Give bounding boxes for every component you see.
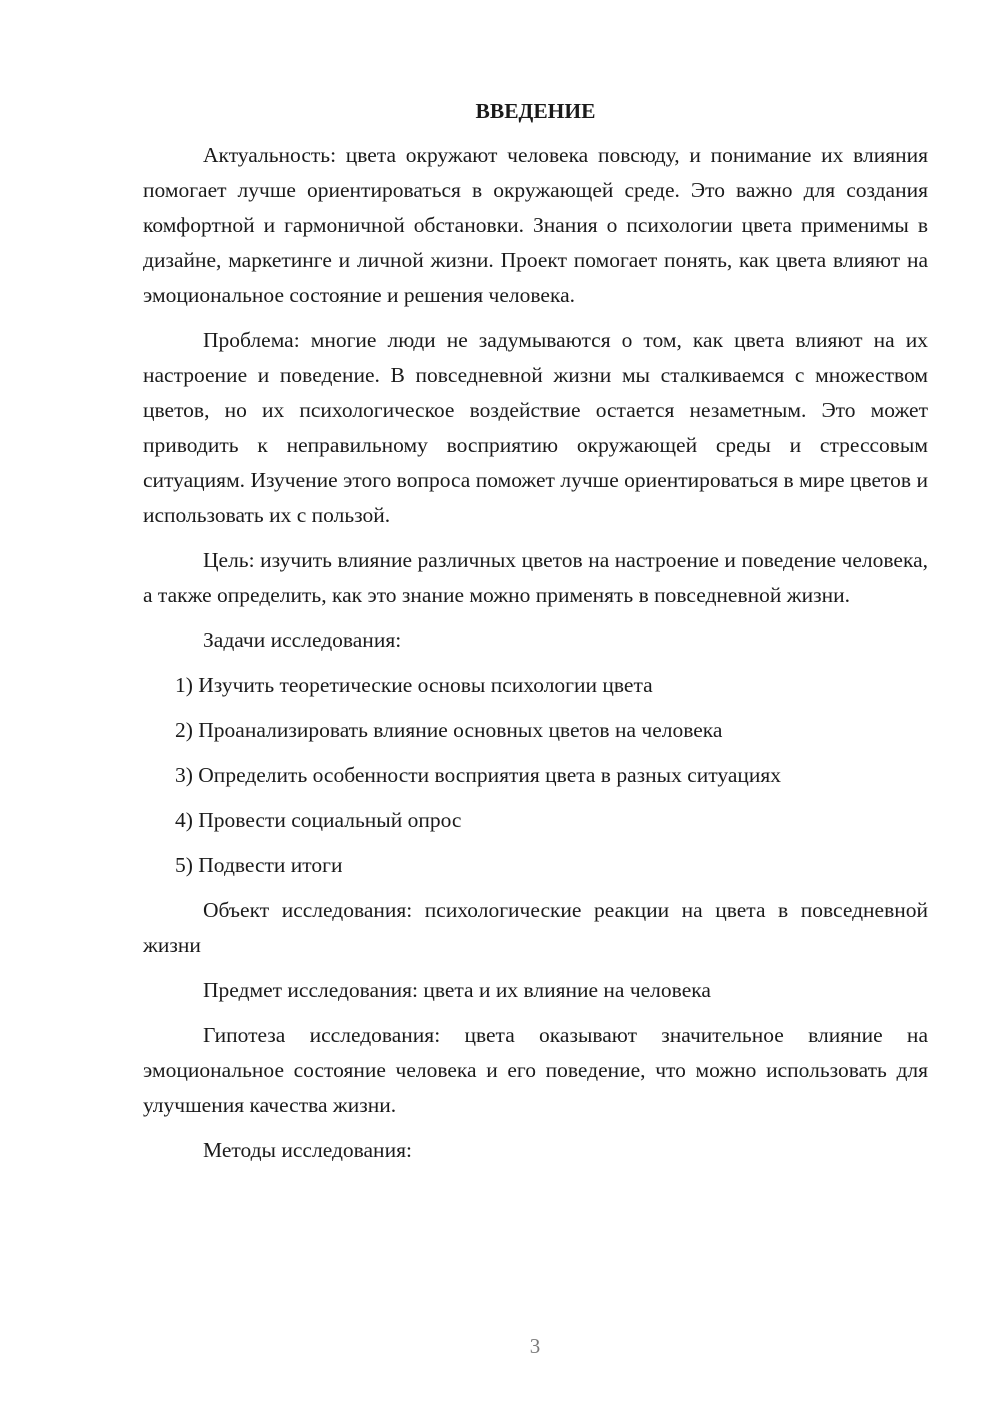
paragraph-object: Объект исследования: психологические реакции на цвета в повседневной жизни <box>143 898 928 957</box>
tasks-list <box>143 668 928 883</box>
tasks-title: Задачи исследования: <box>203 628 402 652</box>
list-item: 5) Подвести итоги <box>175 853 343 877</box>
paragraph-hypothesis: Гипотеза исследования: цвета оказывают значительное влияние на эмоциональное состояние человека и его поведение, что можно использовать для улучшения качества жизни. <box>143 1023 928 1117</box>
list-item: 1) Изучить теоретические основы психологии цвета <box>175 673 653 697</box>
list-item: 2) Проанализировать влияние основных цветов на человека <box>175 718 723 742</box>
page-number: 3 <box>529 1334 541 1358</box>
paragraph-goal: Цель: изучить влияние различных цветов на настроение и поведение человека, а также определить, как это знание можно применять в повседневной жизни. <box>143 548 928 607</box>
list-item: 3) Определить особенности восприятия цвета в разных ситуациях <box>175 763 782 787</box>
list-item: 4) Провести социальный опрос <box>175 808 462 832</box>
section-heading: ВВЕДЕНИЕ <box>475 99 596 123</box>
document-body <box>143 96 928 1178</box>
paragraph-problem: Проблема: многие люди не задумываются о том, как цвета влияют на их настроение и поведение. В повседневной жизни мы сталкиваемся с множеством цветов, но их психологическое воздействие остается незаметным. Это может приводить к неправильному восприятию окружающей среды и стрессовым ситуациям. Изучение этого вопроса поможет лучше ориентироваться в мире цветов и использовать их с пользой. <box>143 328 928 527</box>
paragraph-subject: Предмет исследования: цвета и их влияние на человека <box>203 978 711 1002</box>
paragraph-relevance: Актуальность: цвета окружают человека повсюду, и понимание их влияния помогает лучше ориентироваться в окружающей среде. Это важно для создания комфортной и гармоничной обстановки. Знания о психологии цвета применимы в дизайне, маркетинге и личной жизни. Проект помогает понять, как цвета влияют на эмоциональное состояние и решения человека. <box>143 143 928 307</box>
methods-title: Методы исследования: <box>203 1138 412 1162</box>
